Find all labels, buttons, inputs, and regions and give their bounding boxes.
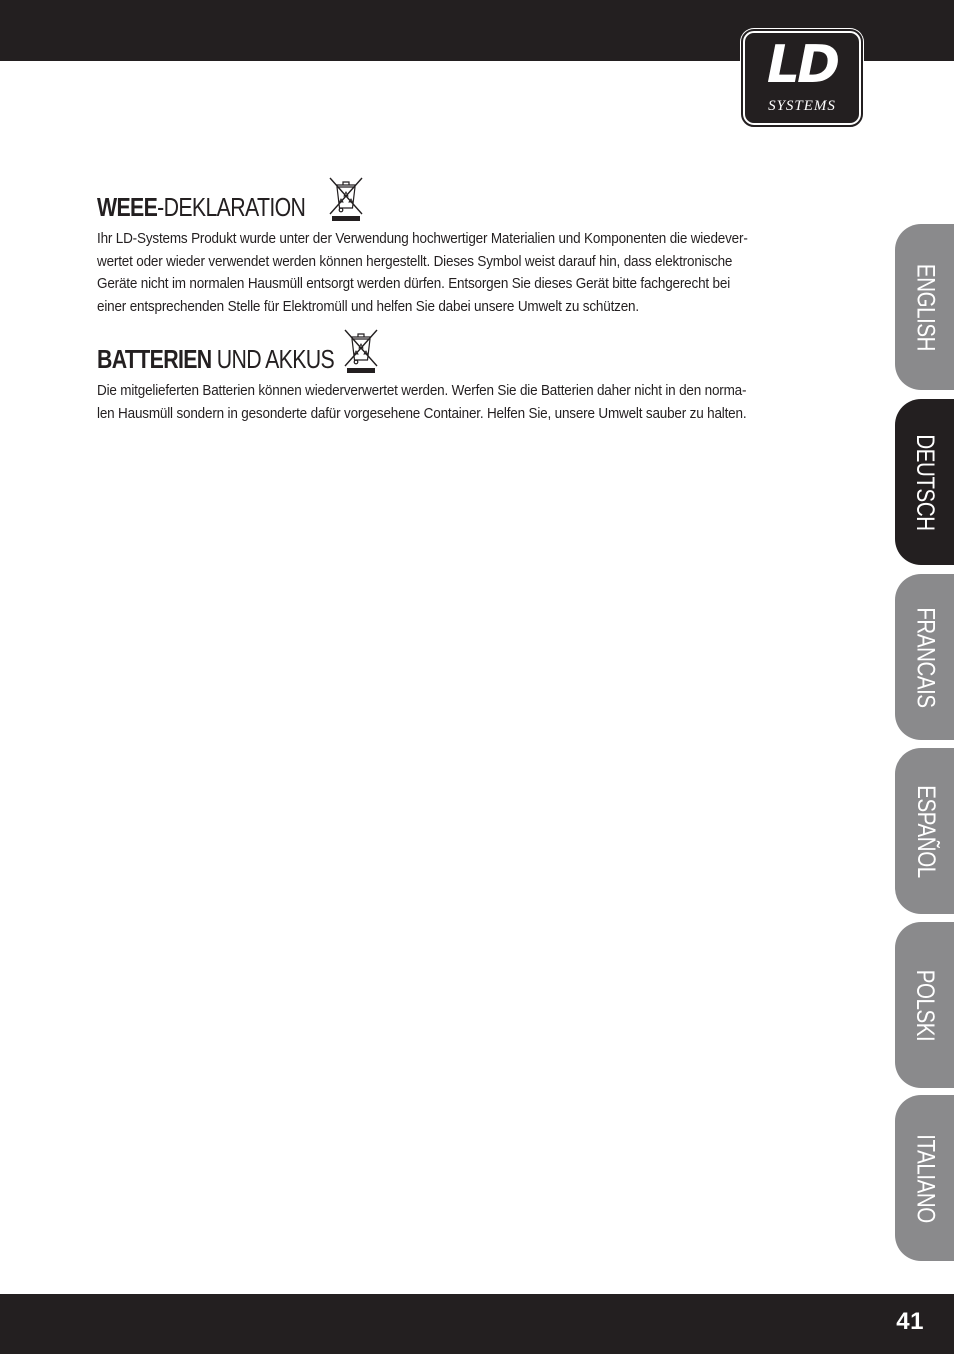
tab-polski-label: POLSKI bbox=[911, 969, 940, 1041]
weee-heading-text bbox=[97, 192, 305, 222]
batteries-paragraph bbox=[97, 380, 858, 425]
tab-english-label: ENGLISH bbox=[911, 263, 940, 351]
logo-systems-text: SYSTEMS bbox=[768, 98, 836, 114]
tab-francais-label-wrap bbox=[895, 574, 954, 740]
logo-ld-text: LD bbox=[766, 35, 838, 95]
page-number: 41 bbox=[896, 1308, 924, 1335]
ld-systems-logo bbox=[740, 28, 864, 128]
tab-deutsch-label-wrap bbox=[895, 399, 954, 565]
tab-espanol-label: ESPAÑOL bbox=[911, 784, 940, 878]
tab-espanol-label-wrap bbox=[895, 748, 954, 914]
tab-deutsch[interactable] bbox=[895, 399, 954, 565]
tab-deutsch-label: DEUTSCH bbox=[911, 433, 940, 531]
tab-polski-label-wrap bbox=[895, 922, 954, 1088]
tab-english-label-wrap bbox=[895, 224, 954, 390]
weee-line: Ihr LD-Systems Produkt wurde unter der Verwendung hochwertiger Materialien und Komponenten die wiedever- bbox=[97, 230, 748, 247]
tab-italiano-label: ITALIANO bbox=[911, 1133, 940, 1223]
weee-heading bbox=[97, 172, 857, 222]
weee-paragraph bbox=[97, 228, 858, 320]
tab-english[interactable] bbox=[895, 224, 954, 390]
batteries-heading-normal: UND AKKUS bbox=[211, 344, 335, 374]
tab-italiano-label-wrap bbox=[895, 1095, 954, 1261]
weee-line: Geräte nicht im normalen Hausmüll entsorgt werden dürfen. Entsorgen Sie dieses Gerät bitte fachgerecht bei bbox=[97, 275, 731, 292]
weee-line: einer entsprechenden Stelle für Elektromüll und helfen Sie dabei unsere Umwelt zu schützen. bbox=[97, 297, 639, 315]
batteries-heading bbox=[97, 324, 857, 374]
tab-polski[interactable] bbox=[895, 922, 954, 1088]
batteries-line: Die mitgelieferten Batterien können wiederverwertet werden. Werfen Sie die Batterien daher nicht in den norma- bbox=[97, 382, 747, 399]
tab-espanol[interactable] bbox=[895, 748, 954, 914]
logo-badge bbox=[743, 31, 861, 125]
crossed-out-wheelie-bin-icon bbox=[342, 326, 380, 374]
tab-francais-label: FRANCAIS bbox=[911, 606, 940, 708]
weee-line: wertet oder wieder verwendet werden können hergestellt. Dieses Symbol weist darauf hin, dass elektronische bbox=[97, 252, 733, 270]
weee-heading-normal: -DEKLARATION bbox=[157, 192, 306, 222]
batteries-heading-bold: BATTERIEN bbox=[97, 344, 212, 374]
main-content bbox=[97, 172, 857, 425]
crossed-out-wheelie-bin-icon bbox=[327, 174, 365, 222]
tab-italiano[interactable] bbox=[895, 1095, 954, 1261]
batteries-heading-text bbox=[97, 344, 334, 374]
tab-francais[interactable] bbox=[895, 574, 954, 740]
weee-heading-bold: WEEE bbox=[97, 192, 158, 222]
bottom-bar bbox=[0, 1294, 954, 1354]
batteries-line: len Hausmüll sondern in gesonderte dafür vorgesehene Container. Helfen Sie, unsere Umwelt sauber zu halten. bbox=[97, 404, 747, 422]
